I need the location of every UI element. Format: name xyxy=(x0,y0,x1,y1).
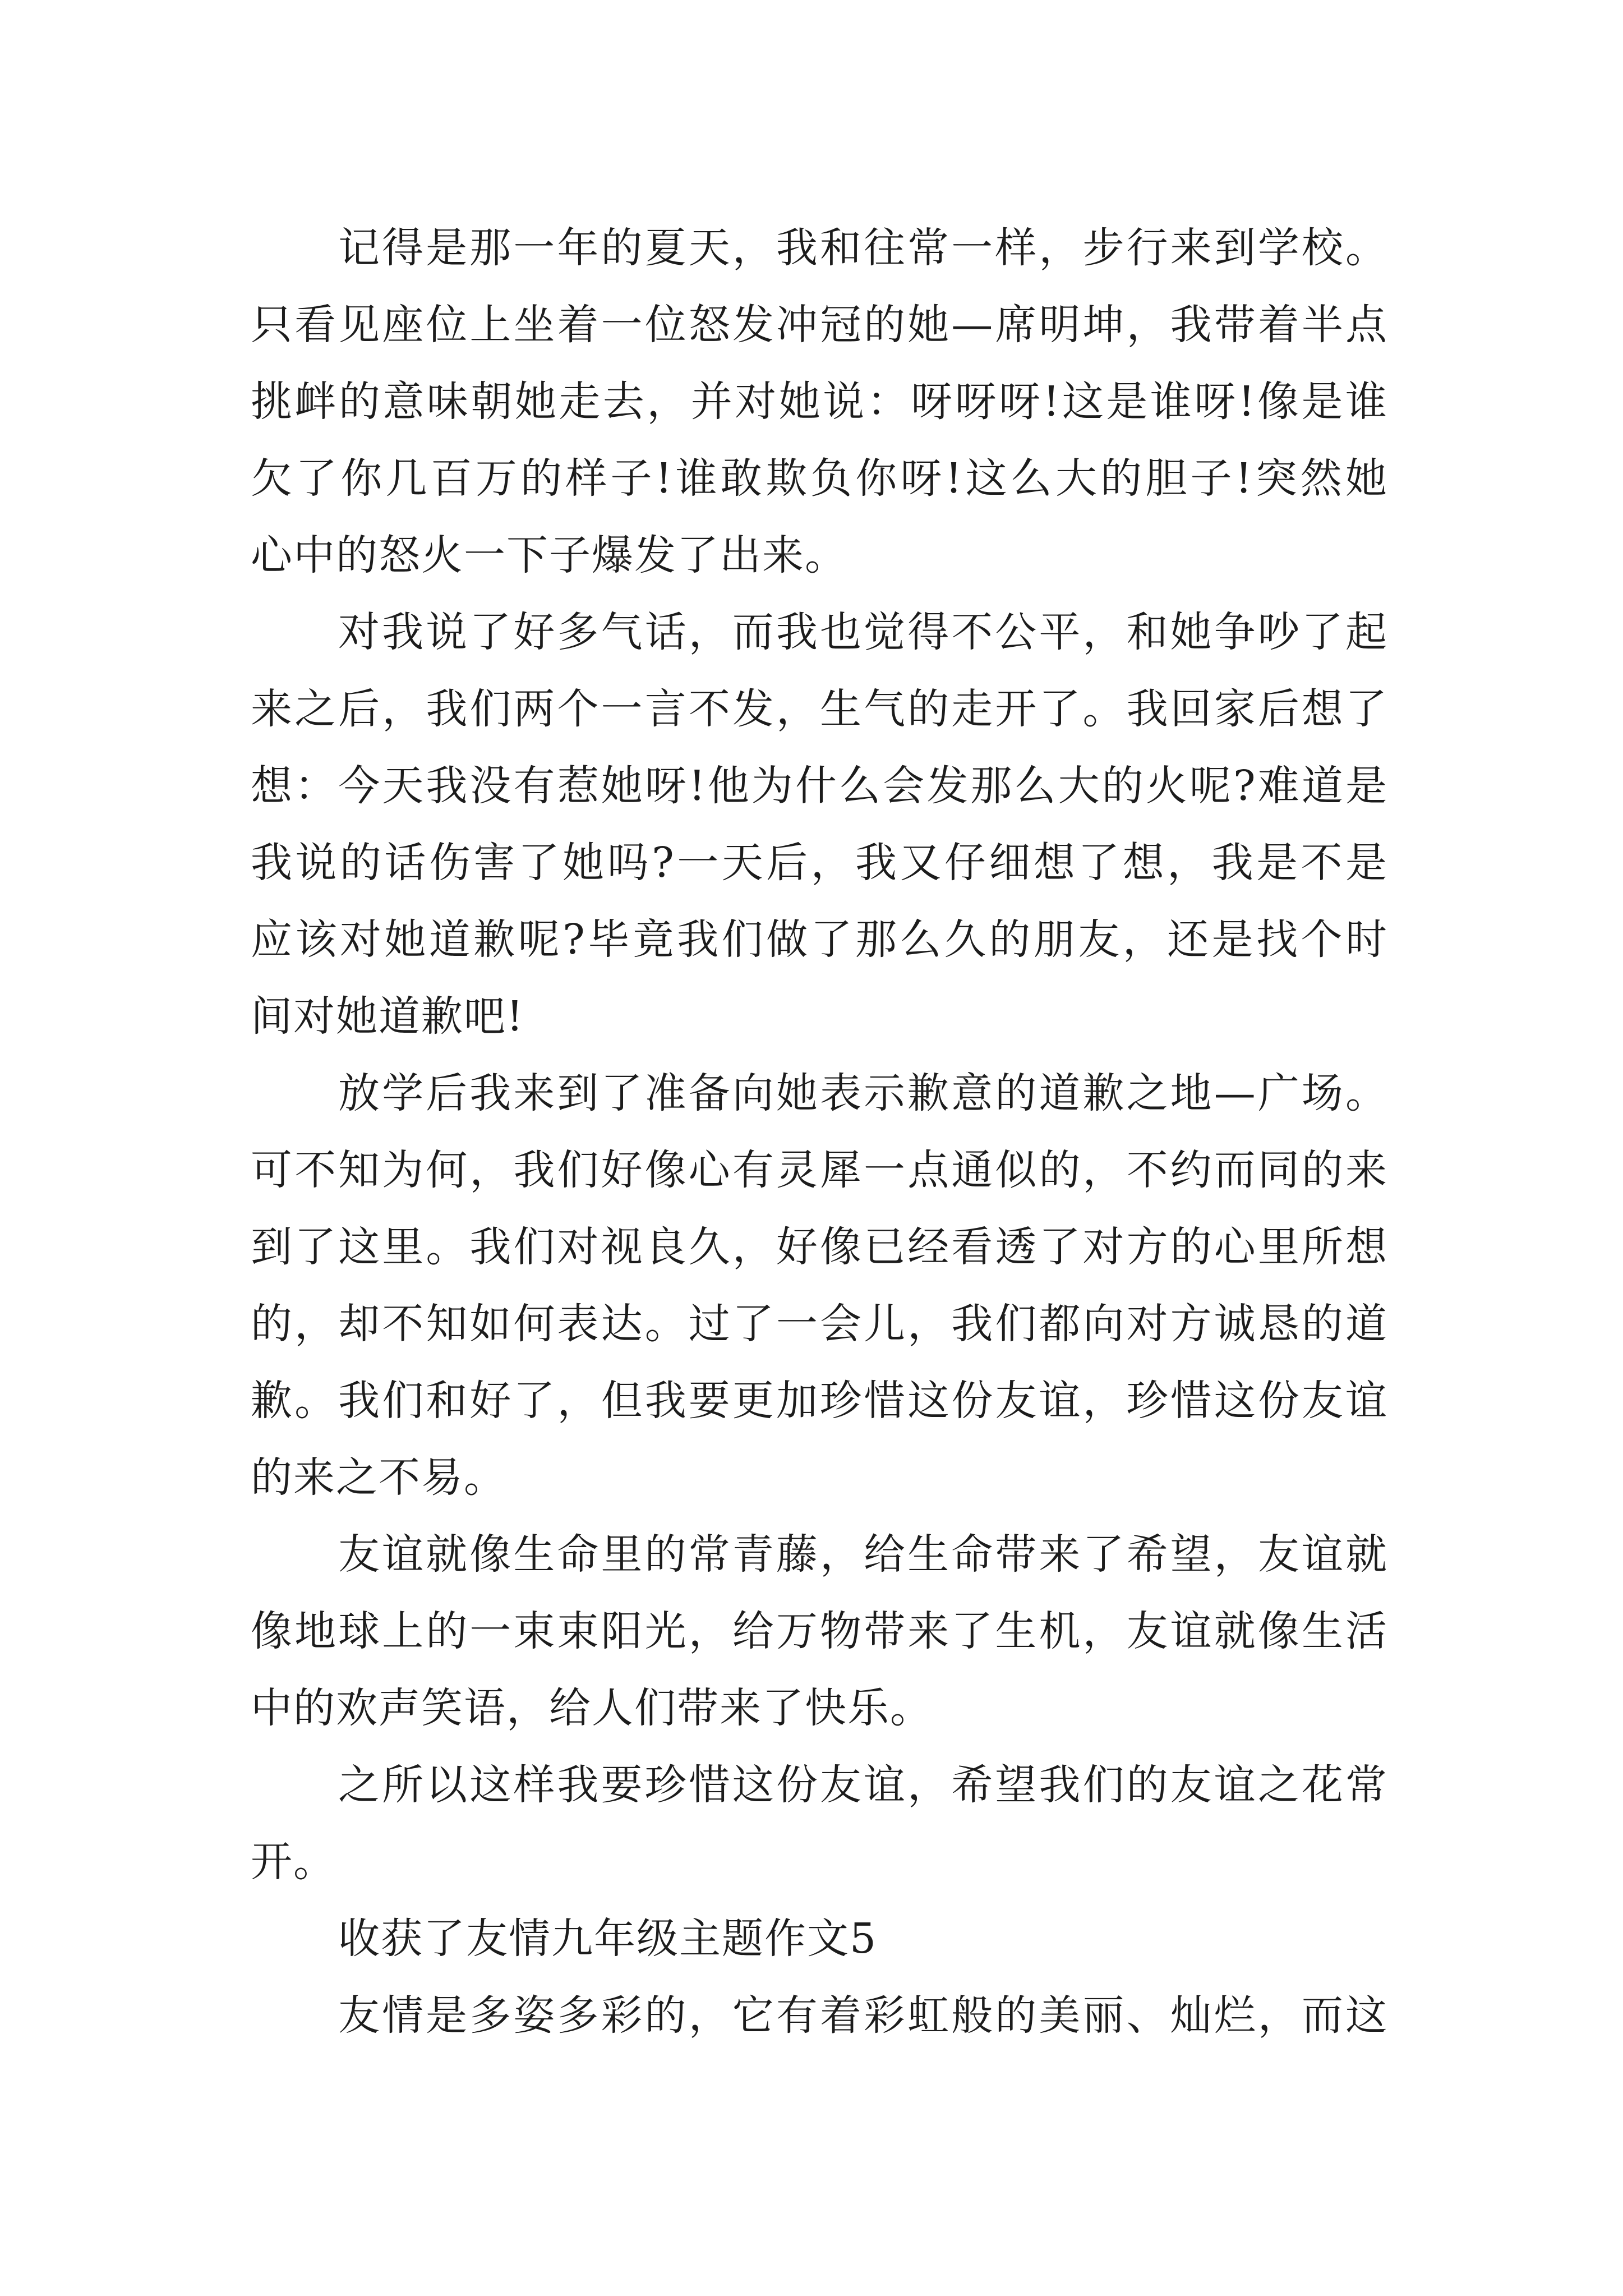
text-line: 中的欢声笑语，给人们带来了快乐。 xyxy=(251,1684,933,1732)
text-line: 的来之不易。 xyxy=(251,1453,506,1502)
paragraph xyxy=(251,594,1388,1055)
text-line: 友情是多姿多彩的，它有着彩虹般的美丽、灿烂，而这 xyxy=(338,1991,1388,2040)
text-line: 只看见座位上坐着一位怒发冲冠的她—席明坤，我带着半点 xyxy=(251,301,1388,349)
text-line: 间对她道歉吧! xyxy=(251,992,524,1041)
text-line: 记得是那一年的夏天，我和往常一样，步行来到学校。 xyxy=(338,224,1388,272)
paragraph xyxy=(251,1977,1388,2054)
paragraph xyxy=(251,1055,1388,1516)
text-line: 可不知为何，我们好像心有灵犀一点通似的，不约而同的来 xyxy=(251,1146,1388,1194)
text-line: 想：今天我没有惹她呀!他为什么会发那么大的火呢?难道是 xyxy=(251,762,1388,810)
text-line: 心中的怒火一下子爆发了出来。 xyxy=(251,531,847,579)
heading-text: 收获了友情九年级主题作文5 xyxy=(338,1915,878,1963)
text-line: 友谊就像生命里的常青藤，给生命带来了希望，友谊就 xyxy=(338,1530,1388,1579)
text-line: 歉。我们和好了，但我要更加珍惜这份友谊，珍惜这份友谊 xyxy=(251,1377,1388,1425)
paragraph xyxy=(251,1747,1388,1901)
text-line: 来之后，我们两个一言不发，生气的走开了。我回家后想了 xyxy=(251,685,1388,733)
text-line: 像地球上的一束束阳光，给万物带来了生机，友谊就像生活 xyxy=(251,1607,1388,1655)
section-heading xyxy=(251,1901,1388,1977)
text-line: 之所以这样我要珍惜这份友谊，希望我们的友谊之花常 xyxy=(338,1761,1388,1809)
paragraph xyxy=(251,210,1388,594)
text-line: 到了这里。我们对视良久，好像已经看透了对方的心里所想 xyxy=(251,1223,1388,1271)
paragraph xyxy=(251,1516,1388,1747)
text-line: 开。 xyxy=(251,1838,336,1886)
text-line: 的，却不知如何表达。过了一会儿，我们都向对方诚恳的道 xyxy=(251,1300,1388,1348)
text-line: 对我说了好多气话，而我也觉得不公平，和她争吵了起 xyxy=(338,608,1388,656)
text-line: 挑衅的意味朝她走去，并对她说：呀呀呀!这是谁呀!像是谁 xyxy=(251,378,1388,426)
text-line: 放学后我来到了准备向她表示歉意的道歉之地—广场。 xyxy=(338,1069,1388,1117)
text-line: 应该对她道歉呢?毕竟我们做了那么久的朋友，还是找个时 xyxy=(251,915,1388,964)
body-text xyxy=(251,210,1388,2054)
text-line: 欠了你几百万的样子!谁敢欺负你呀!这么大的胆子!突然她 xyxy=(251,454,1388,503)
text-line: 我说的话伤害了她吗?一天后，我又仔细想了想，我是不是 xyxy=(251,839,1388,887)
